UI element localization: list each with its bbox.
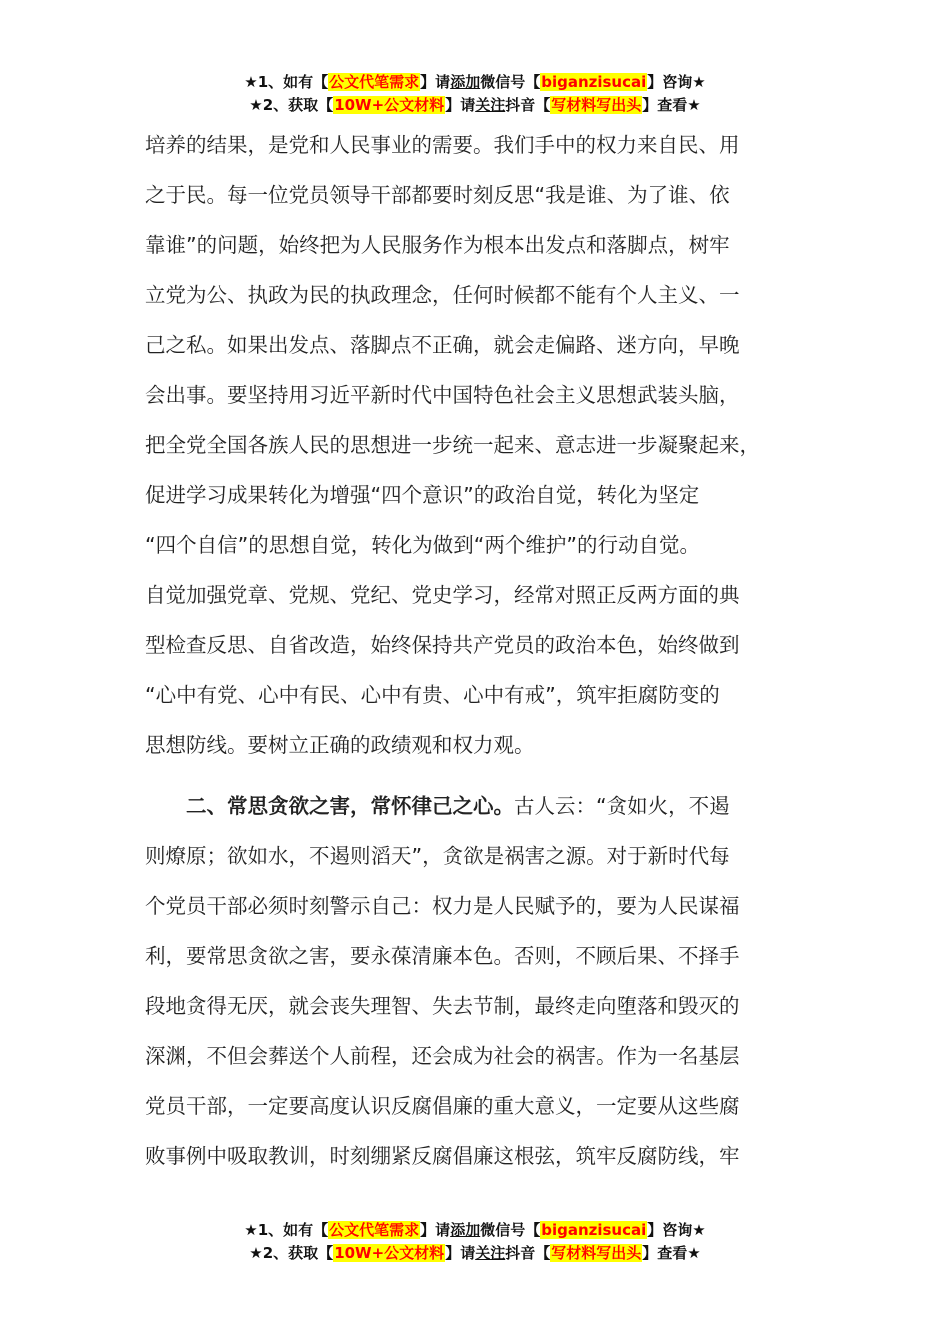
banner-text: 】查看★	[642, 1244, 701, 1262]
text-line: 深渊，不但会葬送个人前程，还会成为社会的祸害。作为一名基层	[145, 1044, 740, 1068]
banner-text: 】请	[420, 1221, 451, 1239]
highlight-materials: 10W+公文材料	[334, 1244, 445, 1262]
paragraph-2	[145, 781, 825, 1181]
text-line: 利，要常思贪欲之害，要永葆清廉本色。否则，不顾后果、不择手	[145, 944, 740, 968]
text-line: 促进学习成果转化为增强“四个意识”的政治自觉，转化为坚定	[145, 483, 700, 507]
text-line: 败事例中吸取教训，时刻绷紧反腐倡廉这根弦，筑牢反腐防线，牢	[145, 1144, 740, 1168]
banner-text: ★2、获取【	[249, 1244, 334, 1262]
paragraph-1	[145, 120, 825, 770]
banner-text: 抖音【	[505, 1244, 551, 1262]
highlight-service: 公文代笔需求	[329, 73, 420, 91]
banner-line-1	[0, 71, 950, 94]
highlight-douyin-account: 写材料写出头	[551, 1244, 642, 1262]
section-heading-line	[145, 781, 825, 831]
text-line: 会出事。要坚持用习近平新时代中国特色社会主义思想武装头脑，	[145, 383, 740, 407]
text-line: 个党员干部必须时刻警示自己：权力是人民赋予的，要为人民谋福	[145, 894, 740, 918]
underlined-word: 关注	[475, 96, 506, 114]
text-line: 把全党全国各族人民的思想进一步统一起来、意志进一步凝聚起来，	[145, 433, 760, 457]
banner-text: ★1、如有【	[244, 73, 329, 91]
banner-text: 微信号【	[480, 1221, 541, 1239]
banner-text: 】请	[420, 73, 451, 91]
text-line: 思想防线。要树立正确的政绩观和权力观。	[145, 733, 535, 757]
text-line: 之于民。每一位党员领导干部都要时刻反思“我是谁、为了谁、依	[145, 183, 730, 207]
banner-text: ★1、如有【	[244, 1221, 329, 1239]
section-heading: 二、常思贪欲之害，常怀律己之心。	[186, 794, 514, 818]
text-line: 立党为公、执政为民的执政理念，任何时候都不能有个人主义、一	[145, 283, 740, 307]
header-banner	[0, 71, 950, 117]
text-fragment: 古人云：“贪如火，不遏	[514, 794, 730, 818]
underlined-word: 添加	[450, 73, 481, 91]
text-line: 段地贪得无厌，就会丧失理智、失去节制，最终走向堕落和毁灭的	[145, 994, 740, 1018]
text-line: 靠谁”的问题，始终把为人民服务作为根本出发点和落脚点，树牢	[145, 233, 730, 257]
underlined-word: 添加	[450, 1221, 481, 1239]
highlight-materials: 10W+公文材料	[334, 96, 445, 114]
banner-text: 抖音【	[505, 96, 551, 114]
banner-text: 】查看★	[642, 96, 701, 114]
banner-text: 】请	[445, 1244, 476, 1262]
text-line: 己之私。如果出发点、落脚点不正确，就会走偏路、迷方向，早晚	[145, 333, 740, 357]
banner-line-1	[0, 1219, 950, 1242]
highlight-douyin-account: 写材料写出头	[551, 96, 642, 114]
banner-text: 微信号【	[480, 73, 541, 91]
text-line: 党员干部，一定要高度认识反腐倡廉的重大意义，一定要从这些腐	[145, 1094, 740, 1118]
banner-line-2	[0, 1242, 950, 1265]
text-line: 培养的结果，是党和人民事业的需要。我们手中的权力来自民、用	[145, 133, 740, 157]
banner-text: ★2、获取【	[249, 96, 334, 114]
text-line: 则燎原；欲如水，不遏则滔天”，贪欲是祸害之源。对于新时代每	[145, 844, 730, 868]
footer-banner	[0, 1219, 950, 1265]
banner-line-2	[0, 94, 950, 117]
banner-text: 】请	[445, 96, 476, 114]
text-line: “四个自信”的思想自觉，转化为做到“两个维护”的行动自觉。	[145, 533, 700, 557]
highlight-wechat-id: biganzisucai	[541, 73, 647, 91]
banner-text: 】咨询★	[647, 73, 706, 91]
text-line: 自觉加强党章、党规、党纪、党史学习，经常对照正反两方面的典	[145, 583, 740, 607]
underlined-word: 关注	[475, 1244, 506, 1262]
banner-text: 】咨询★	[647, 1221, 706, 1239]
highlight-wechat-id: biganzisucai	[541, 1221, 647, 1239]
text-line: “心中有党、心中有民、心中有贵、心中有戒”，筑牢拒腐防变的	[145, 683, 720, 707]
highlight-service: 公文代笔需求	[329, 1221, 420, 1239]
text-line: 型检查反思、自省改造，始终保持共产党员的政治本色，始终做到	[145, 633, 740, 657]
